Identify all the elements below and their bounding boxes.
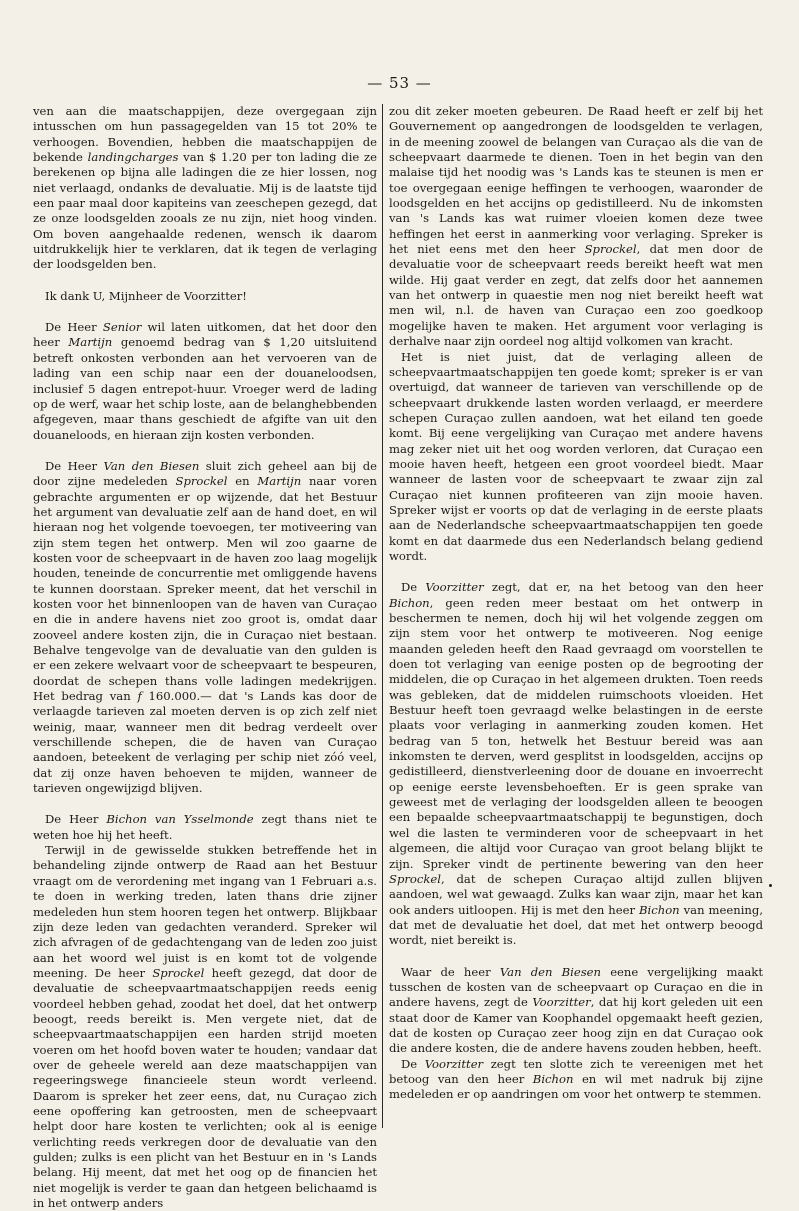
margin-mark bbox=[769, 884, 772, 887]
right-column bbox=[389, 104, 763, 1103]
paragraph bbox=[389, 350, 763, 565]
text-run: , dat de schepen Curaçao altijd zullen blijven aandoen, wel wat gewaagd. Zulks kan waar zijn, maar het kan ook anders uitloopen. Hij is met den heer bbox=[389, 871, 763, 917]
text-run: zegt ten slotte zich te vereenigen met het betoog van den heer bbox=[389, 1056, 764, 1086]
page-number: — 53 — bbox=[367, 74, 432, 92]
paragraph bbox=[389, 965, 763, 1057]
paragraph bbox=[389, 104, 763, 350]
text-run: en bbox=[227, 474, 258, 489]
text-run: De Heer bbox=[45, 320, 103, 335]
emphasis-text: Sprockel bbox=[175, 474, 228, 489]
paragraph bbox=[33, 320, 377, 443]
text-run: Terwijl in de gewisselde stukken betreffende het in behandeling zijnde ontwerp de Raad aan het Bestuur vraagt om de verordening met ingang van 1 Februari a.s. te doen in werking treden, laten thans drie zijner medeleden hun stem hooren tegen het ontwerp. Blijkbaar zijn deze leden van gedachten veranderd. Spreker wil zich afvragen of de gedachtengang van de leden zoo juist aan het woord wel juist is en komt tot de volgende meening. De heer bbox=[33, 843, 377, 980]
text-run: eene vergelijking maakt tusschen de kosten van de scheepvaart op Curaçao en die in andere havens, zegt de bbox=[389, 964, 763, 1010]
emphasis-text: landingcharges bbox=[87, 150, 179, 165]
emphasis-text: Sprockel bbox=[389, 871, 441, 886]
text-run: Het is niet juist, dat de verlaging alleen de scheepvaartmaatschappijen ten goede komt; spreker is er van overtuigd, dat wanneer de tarieven van verschillende op de scheepvaart drukkende lasten worden verlaagd, er meerdere schepen Curaçao zullen aandoen, wat het eiland ten goede komt. Bij eene vergelijking van Curaçao met andere havens mag zeker niet uit het oog worden verloren, dat Curaçao een mooie haven heeft, hetgeen een groot voordeel biedt. Maar wanneer de lasten voor de scheepvaart te zwaar zijn zal Curaçao niet kunnen profiteeren van zijn mooie haven. Spreker wijst er voorts op dat de verlaging in de eerste plaats aan de Nederlandsche scheepvaartmaatschappijen ten goede komt en dat daarmede dus een Nederlandsch belang gediend wordt. bbox=[389, 349, 763, 563]
text-run: heeft gezegd, dat door de devaluatie de scheepvaartmaatschappijen reeds eenig voordeel hebben gehad, zoodat het doel, dat het ontwerp beoogt, reeds bereikt is. Men vergete niet, dat de scheepvaartmaatschappijen een harden strijd moeten voeren om het hoofd boven water te houden; vandaar dat over de geheele wereld aan deze maatschappijen van regeeringswege financieele steun wordt verleend. Daarom is spreker het zeer eens, dat, nu Curaçao zich eene opoffering kan getroosten, men de scheepvaart helpt door hare kosten te verlichten; ook al is eenige verlichting reeds verkregen door de devaluatie van den gulden; zulks is een plicht van het Bestuur en in 's Lands belang. Hij meent, dat met het oog op de financien het niet mogelijk is verder te gaan dan hetgeen belichaamd is in het ontwerp anders bbox=[33, 965, 377, 1211]
paragraph bbox=[389, 580, 763, 948]
column-divider bbox=[382, 104, 383, 1128]
paragraph bbox=[33, 289, 377, 304]
emphasis-text: Bichon bbox=[532, 1071, 574, 1086]
emphasis-text: Voorzitter bbox=[532, 995, 591, 1010]
text-run: De bbox=[401, 580, 426, 595]
text-run: ven aan die maatschappijen, deze overgegaan zijn intusschen om hun passagegelden van 15 tot 20% te verhoogen. Bovendien, hebben die maatschappijen de bekende bbox=[33, 104, 377, 165]
paragraph bbox=[33, 812, 377, 843]
text-run: naar voren gebrachte argumenten er op wijzende, dat het Bestuur het argument van devaluatie zelf aan de hand doet, en wil hieraan nog het volgende toevoegen, ter motiveering van zijn stem tegen het ontwerp. Men wil zoo gaarne de kosten voor de scheepvaart in de haven zoo laag mogelijk houden, teneinde de concurrentie met omliggende havens te kunnen doorstaan. Spreker meent, dat het verschil in kosten voor het binnenloopen van de haven van Curaçao en die in andere havens niet zoo groot is, omdat daar zooveel andere kosten zijn, die in Curaçao niet bestaan. Behalve tengevolge van de devaluatie van den gulden is er een zekere welvaart voor de scheepvaart te bespeuren, doordat de schepen thans volle ladingen medekrijgen. Het bedrag van bbox=[33, 474, 377, 704]
emphasis-text: Bichon van Ysselmonde bbox=[106, 812, 254, 827]
text-run: en wil met nadruk bij zijne medeleden er op aandringen om voor het ontwerp te stemmen. bbox=[389, 1071, 763, 1102]
text-run: Waar de heer bbox=[401, 964, 500, 979]
text-run: , geen reden meer bestaat om het ontwerp in beschermen te nemen, doch hij wil het volgende zeggen om zijn stem voor het ontwerp te motiveeren. Nog eenige maanden geleden heeft den Raad gevraagd om voorstellen te doen tot verlaging van eenige posten op de begrooting der middelen, die op Curaçao in het algemeen drukten. Toen reeds was gebleken, dat de middelen ruimschoots vloeiden. Het Bestuur heeft toen gevraagd welke belastingen in de eerste plaats voor verlaging in aanmerking zouden komen. Het bedrag van 5 ton, hetwelk het Bestuur bereid was aan inkomsten te derven, werd gesplitst in loodsgelden, accijns op gedistilleerd, dienstverleening door de douane en invoerrecht op eenige eerste levensbehoeften. Er is geen sprake van geweest met de verlaging der loodsgelden alleen te beoogen een bepaalde scheepvaartmaatschappij te begunstigen, doch wel die lasten te verminderen voor de scheepvaart in het algemeen, die altijd voor Curaçao van groot belang blijkt te zijn. Spreker vindt de pertinente bewering van den heer bbox=[389, 595, 763, 871]
text-run: zegt, dat er, na het betoog van den heer bbox=[483, 580, 763, 595]
emphasis-text: Bichon bbox=[639, 902, 680, 917]
left-column bbox=[33, 104, 377, 1211]
emphasis-text: Van den Biesen bbox=[499, 964, 602, 979]
text-run: wil laten uitkomen, dat het door den heer bbox=[33, 320, 378, 350]
emphasis-text: Senior bbox=[102, 320, 142, 335]
text-run: Ik dank U, Mijnheer de Voorzitter! bbox=[45, 288, 247, 303]
emphasis-text: Sprockel bbox=[152, 965, 205, 980]
text-run: De Heer bbox=[45, 812, 107, 827]
emphasis-text: Martijn bbox=[257, 474, 302, 489]
paragraph bbox=[33, 459, 377, 797]
emphasis-text: Voorzitter bbox=[424, 1056, 484, 1071]
text-run: van $ 1.20 per ton lading die ze berekenen op bijna alle ladingen die ze hier lossen, nog niet verlaagd, ondanks de devaluatie. Mij is de laatste tijd een paar maal door kapiteins van zeeschepen gezegd, dat ze onze loodsgelden zooals ze nu zijn, niet hoog vinden. Om boven aangehaalde redenen, wensch ik daarom uitdrukkelijk hier te verklaren, dat ik tegen de verlaging der loodsgelden ben. bbox=[33, 150, 377, 272]
emphasis-text: Van den Biesen bbox=[103, 458, 200, 473]
emphasis-text: Martijn bbox=[68, 335, 113, 350]
text-run: zou dit zeker moeten gebeuren. De Raad heeft er zelf bij het Gouvernement op aangedrongen de loodsgelden te verlagen, in de meening zoowel de belangen van Curaçao als die van de scheepvaart daarmede te dienen. Toen in het begin van den malaise tijd het noodig was 's Lands kas te steunen is men er toe overgegaan eenige heffingen te verhoogen, waaronder de loodsgelden en het accijns op gedistilleerd. Nu de inkomsten van 's Lands kas wat ruimer vloeien komen deze twee heffingen het eerst in aanmerking voor verlaging. Spreker is het niet eens met den heer bbox=[389, 104, 763, 257]
text-run: zegt thans niet te weten hoe hij het heeft. bbox=[33, 812, 378, 842]
emphasis-text: Voorzitter bbox=[425, 580, 484, 595]
text-run: van meening, dat met de devaluatie het doel, dat met het ontwerp beoogd wordt, niet bereikt is. bbox=[389, 902, 763, 948]
text-run: , dat hij kort geleden uit een staat door de Kamer van Koophandel opgemaakt heeft gezien, dat de kosten op Curaçao zeer hoog zijn en dat Curaçao ook die andere kosten, die de andere havens zouden hebben, heeft. bbox=[389, 995, 764, 1056]
paragraph bbox=[33, 104, 377, 273]
text-run: De Heer bbox=[45, 458, 104, 473]
paragraph bbox=[33, 843, 377, 1211]
text-run: 160.000.— dat 's Lands kas door de verlaagde tarieven zal moeten derven is op zich zelf niet weinig, maar, wanneer men dit bedrag verdeelt over verschillende schepen, die de haven van Curaçao aandoen, beteekent de verlaging per schip niet zóó veel, dat zij onze haven behoeven te mijden, wanneer de tarieven ongewijzigd blijven. bbox=[33, 689, 377, 796]
text-run: sluit zich geheel aan bij de door zijne medeleden bbox=[33, 458, 377, 489]
text-run: De bbox=[401, 1056, 425, 1071]
emphasis-text: f bbox=[137, 689, 142, 704]
text-run: , dat men door de devaluatie voor de scheepvaart reeds bereikt heeft wat men wilde. Hij gaat verder en zegt, dat zelfs door het aannemen van het ontwerp in quaestie men nog niet bereikt heeft wat men wil, n.l. de haven van Curaçao een zoo goedkoop mogelijke haven te maken. Het argument voor verlaging is derhalve naar zijn oordeel nog altijd volkomen van kracht. bbox=[389, 242, 763, 349]
text-run: genoemd bedrag van $ 1,20 uitsluitend betreft onkosten verbonden aan het vervoeren van de lading van een schip naar een der douaneloodsen, inclusief 5 dagen entrepot-huur. Vroeger werd de lading op de werf, waar het schip loste, aan de belanghebbenden afgegeven, maar thans geschiedt de afgifte van uit den douaneloods, en hieraan zijn kosten verbonden. bbox=[33, 335, 377, 442]
emphasis-text: Bichon bbox=[389, 595, 430, 610]
paragraph bbox=[389, 1057, 763, 1103]
emphasis-text: Sprockel bbox=[584, 242, 637, 257]
